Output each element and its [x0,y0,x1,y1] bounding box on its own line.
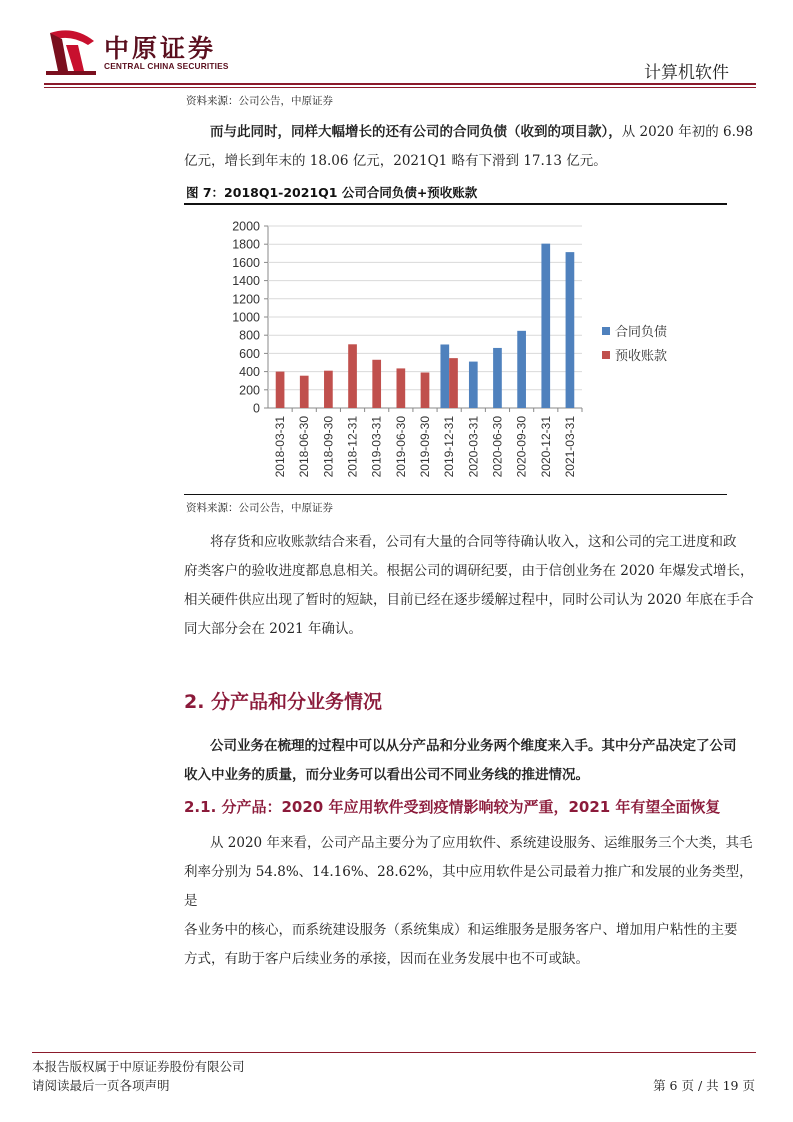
para1-line1 [184,118,754,147]
y-tick-label: 2000 [232,219,260,234]
company-logo [44,27,244,79]
y-tick-label: 600 [239,346,260,361]
para1-bold: 而与此同时，同样大幅增长的还有公司的合同负债（收到的项目款）， [210,124,622,140]
footer-divider [32,1052,756,1053]
x-tick-label: 2019-12-31 [442,416,457,478]
section21-line4: 方式，有助于客户后续业务的承接，因而在业务发展中也不可或缺。 [184,951,589,967]
y-tick-label: 800 [239,328,260,343]
x-tick-label: 2020-06-30 [490,416,505,478]
bar-advance-receipt-2019-12-31 [449,358,458,408]
x-tick-label: 2018-03-31 [273,416,288,478]
para1-line1-rest: 从 2020 年初的 6.98 [621,124,754,140]
section-2-intro [184,732,754,790]
figure-source: 资料来源：公司公告，中原证券 [186,502,333,514]
bar-contract-liability-2021-03-31 [566,252,575,408]
section21-line2: 利率分别为 54.8%、14.16%、28.62%，其中应用软件是公司最着力推广和发展的业务类型，是 [184,864,753,909]
section21-line1: 从 2020 年来看，公司产品主要分为了应用软件、系统建设服务、运维服务三个大类，其毛 [210,835,753,851]
para2-line3: 相关硬件供应出现了暂时的短缺，目前已经在逐步缓解过程中，同时公司认为 2020 年底在手合 [184,592,754,608]
x-tick-label: 2019-06-30 [393,416,408,478]
header-category: 计算机软件 [644,63,729,83]
section2-line1: 公司业务在梳理的过程中可以从分产品和分业务两个维度来入手。其中分产品决定了公司 [210,738,737,754]
header-divider-thin [44,87,756,88]
logo-mark-icon [44,27,98,77]
logo-chinese-name: 中原证券 [104,34,217,63]
section-2-1-heading: 2.1. 分产品：2020 年应用软件受到疫情影响较为严重，2021 年有望全面恢复 [184,798,721,816]
header-divider [44,83,756,85]
y-tick-label: 1600 [232,255,260,270]
x-tick-label: 2019-03-31 [369,416,384,478]
footer-page-number: 第 6 页 / 共 19 页 [653,1078,755,1093]
x-tick-label: 2018-06-30 [297,416,312,478]
bar-advance-receipt-2018-03-31 [276,372,285,408]
x-tick-label: 2021-03-31 [562,416,577,478]
figure-title: 图 7：2018Q1-2021Q1 公司合同负债+预收账款 [186,185,478,200]
figure-top-rule [184,203,727,205]
bar-contract-liability-2020-09-30 [517,331,526,408]
y-tick-label: 400 [239,365,260,380]
footer-copyright: 本报告版权属于中原证券股份有限公司 [32,1059,245,1074]
bar-advance-receipt-2018-09-30 [324,371,333,408]
section-2-heading: 2. 分产品和分业务情况 [184,691,383,713]
section2-line2: 收入中业务的质量，而分业务可以看出公司不同业务线的推进情况。 [184,767,589,783]
y-tick-label: 200 [239,383,260,398]
para2-line4: 同大部分会在 2021 年确认。 [184,621,362,637]
y-tick-label: 1200 [232,292,260,307]
section-2-1-body [184,829,754,974]
para2-line1: 将存货和应收账款结合来看，公司有大量的合同等待确认收入，这和公司的完工进度和政 [210,534,737,550]
bar-advance-receipt-2018-06-30 [300,376,309,408]
y-tick-label: 1400 [232,274,260,289]
logo-english-name: CENTRAL CHINA SECURITIES [104,61,229,71]
bar-chart [184,210,727,490]
y-tick-label: 1800 [232,237,260,252]
legend-label-1: 预收账款 [615,348,668,363]
para2-line2: 府类客户的验收进度都息息相关。根据公司的调研纪要，由于信创业务在 2020 年爆发式增长， [184,563,754,579]
legend-label-0: 合同负债 [615,324,668,339]
bar-advance-receipt-2018-12-31 [348,344,357,408]
bar-contract-liability-2019-12-31 [440,344,449,408]
source-note-top: 资料来源：公司公告，中原证券 [186,95,333,107]
footer-disclaimer: 请阅读最后一页各项声明 [32,1078,170,1093]
x-tick-label: 2020-03-31 [466,416,481,478]
legend-swatch-1 [602,351,610,359]
bar-contract-liability-2020-12-31 [541,244,550,408]
paragraph-contract-liabilities [184,118,754,176]
y-tick-label: 0 [253,401,260,416]
x-tick-label: 2018-12-31 [345,416,360,478]
bar-advance-receipt-2019-09-30 [421,373,430,408]
bar-advance-receipt-2019-03-31 [372,360,381,408]
y-tick-label: 1000 [232,310,260,325]
figure-bottom-rule [184,494,727,495]
x-tick-label: 2018-09-30 [321,416,336,478]
para1-line2: 亿元，增长到年末的 18.06 亿元，2021Q1 略有下滑到 17.13 亿元。 [184,153,607,169]
x-tick-label: 2019-09-30 [418,416,432,478]
bar-contract-liability-2020-06-30 [493,348,502,408]
paragraph-inventory-receivables [184,528,754,644]
section21-line3: 各业务中的核心，而系统建设服务（系统集成）和运维服务是服务客户、增加用户粘性的主要 [184,922,738,938]
legend-swatch-0 [602,327,610,335]
x-tick-label: 2020-09-30 [514,416,529,478]
bar-contract-liability-2020-03-31 [469,362,478,408]
bar-advance-receipt-2019-06-30 [396,368,405,408]
x-tick-label: 2020-12-31 [538,416,553,478]
